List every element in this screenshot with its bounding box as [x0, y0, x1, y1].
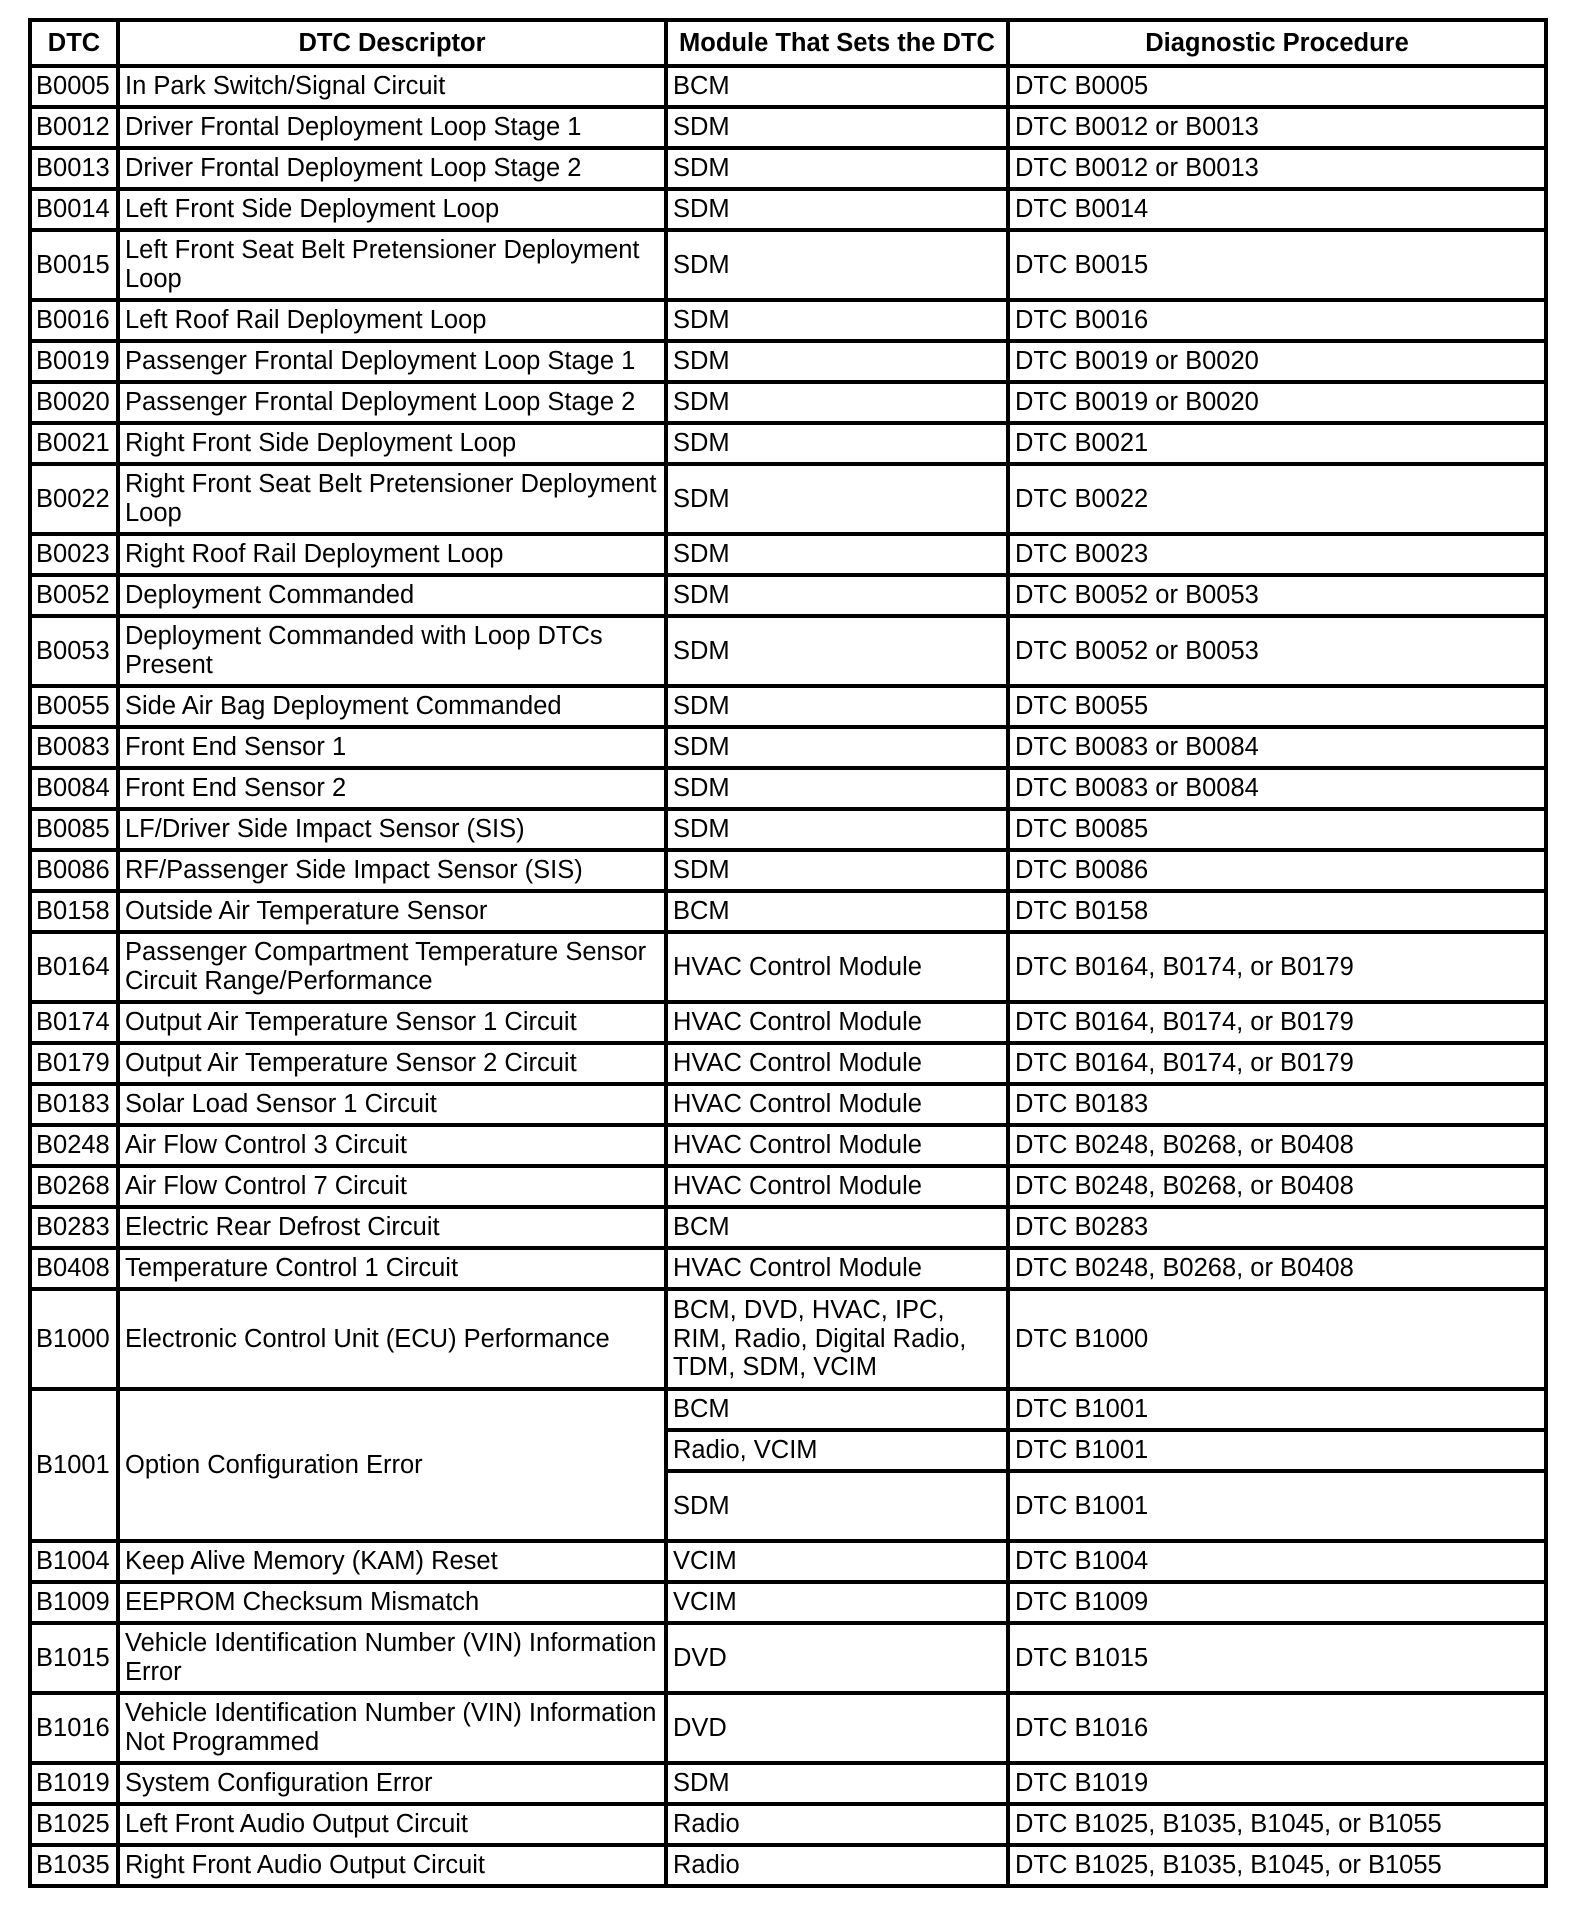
dtc-descriptor: Front End Sensor 2 — [118, 768, 666, 809]
table-row — [30, 686, 1546, 727]
diagnostic-procedure: DTC B0052 or B0053 — [1008, 616, 1546, 686]
module-name: VCIM — [666, 1541, 1008, 1582]
dtc-code: B1004 — [30, 1541, 118, 1582]
dtc-table-container — [28, 18, 1544, 1888]
diagnostic-procedure: DTC B0083 or B0084 — [1008, 727, 1546, 768]
header-module: Module That Sets the DTC — [666, 20, 1008, 66]
dtc-descriptor: EEPROM Checksum Mismatch — [118, 1582, 666, 1623]
dtc-descriptor: Front End Sensor 1 — [118, 727, 666, 768]
diagnostic-procedure: DTC B1025, B1035, B1045, or B1055 — [1008, 1804, 1546, 1845]
dtc-code: B0012 — [30, 107, 118, 148]
dtc-descriptor: Electronic Control Unit (ECU) Performance — [118, 1289, 666, 1389]
module-name: VCIM — [666, 1582, 1008, 1623]
module-name: SDM — [666, 341, 1008, 382]
diagnostic-procedure: DTC B0183 — [1008, 1084, 1546, 1125]
diagnostic-procedure: DTC B1019 — [1008, 1763, 1546, 1804]
table-row — [30, 148, 1546, 189]
module-name: SDM — [666, 300, 1008, 341]
diagnostic-procedure: DTC B0014 — [1008, 189, 1546, 230]
diagnostic-procedure: DTC B0164, B0174, or B0179 — [1008, 932, 1546, 1002]
dtc-descriptor: Right Front Side Deployment Loop — [118, 423, 666, 464]
diagnostic-procedure: DTC B0083 or B0084 — [1008, 768, 1546, 809]
diagnostic-procedure: DTC B0005 — [1008, 66, 1546, 107]
table-row — [30, 1125, 1546, 1166]
dtc-descriptor: Driver Frontal Deployment Loop Stage 1 — [118, 107, 666, 148]
dtc-descriptor: Output Air Temperature Sensor 2 Circuit — [118, 1043, 666, 1084]
diagnostic-procedure: DTC B0015 — [1008, 230, 1546, 300]
dtc-code: B0023 — [30, 534, 118, 575]
table-row — [30, 768, 1546, 809]
module-name: BCM — [666, 66, 1008, 107]
diagnostic-procedure: DTC B1016 — [1008, 1693, 1546, 1763]
dtc-code: B1025 — [30, 1804, 118, 1845]
diagnostic-procedure: DTC B0023 — [1008, 534, 1546, 575]
module-name: HVAC Control Module — [666, 1166, 1008, 1207]
dtc-code: B0086 — [30, 850, 118, 891]
module-name: HVAC Control Module — [666, 932, 1008, 1002]
table-row — [30, 1693, 1546, 1763]
module-name: SDM — [666, 382, 1008, 423]
module-name: SDM — [666, 464, 1008, 534]
header-descriptor: DTC Descriptor — [118, 20, 666, 66]
diagnostic-procedure: DTC B0164, B0174, or B0179 — [1008, 1043, 1546, 1084]
dtc-descriptor: Side Air Bag Deployment Commanded — [118, 686, 666, 727]
module-name: BCM — [666, 1389, 1008, 1430]
table-row — [30, 727, 1546, 768]
table-row — [30, 1763, 1546, 1804]
module-name: SDM — [666, 686, 1008, 727]
table-row — [30, 575, 1546, 616]
dtc-descriptor: Left Front Side Deployment Loop — [118, 189, 666, 230]
dtc-code: B0283 — [30, 1207, 118, 1248]
dtc-code: B0158 — [30, 891, 118, 932]
module-name: SDM — [666, 850, 1008, 891]
dtc-code: B0183 — [30, 1084, 118, 1125]
dtc-code: B1001 — [30, 1389, 118, 1541]
dtc-code: B0164 — [30, 932, 118, 1002]
table-row — [30, 1207, 1546, 1248]
module-name: BCM, DVD, HVAC, IPC, RIM, Radio, Digital Radio, TDM, SDM, VCIM — [666, 1289, 1008, 1389]
table-row — [30, 1389, 1546, 1430]
module-name: SDM — [666, 1763, 1008, 1804]
dtc-descriptor: Left Roof Rail Deployment Loop — [118, 300, 666, 341]
dtc-code: B0015 — [30, 230, 118, 300]
module-name: HVAC Control Module — [666, 1002, 1008, 1043]
dtc-descriptor: Deployment Commanded with Loop DTCs Present — [118, 616, 666, 686]
table-body — [30, 66, 1546, 1886]
table-row — [30, 1043, 1546, 1084]
dtc-descriptor: Left Front Seat Belt Pretensioner Deployment Loop — [118, 230, 666, 300]
diagnostic-procedure: DTC B1009 — [1008, 1582, 1546, 1623]
table-row — [30, 1845, 1546, 1886]
diagnostic-procedure: DTC B0012 or B0013 — [1008, 107, 1546, 148]
dtc-descriptor: Temperature Control 1 Circuit — [118, 1248, 666, 1289]
dtc-code: B0055 — [30, 686, 118, 727]
module-name: Radio — [666, 1804, 1008, 1845]
dtc-descriptor: Driver Frontal Deployment Loop Stage 2 — [118, 148, 666, 189]
dtc-code: B0084 — [30, 768, 118, 809]
diagnostic-procedure: DTC B0085 — [1008, 809, 1546, 850]
dtc-descriptor: Passenger Frontal Deployment Loop Stage 2 — [118, 382, 666, 423]
table-header-row — [30, 20, 1546, 66]
dtc-code: B0020 — [30, 382, 118, 423]
module-name: SDM — [666, 616, 1008, 686]
dtc-code: B1035 — [30, 1845, 118, 1886]
dtc-code: B0248 — [30, 1125, 118, 1166]
table-row — [30, 189, 1546, 230]
dtc-code: B0268 — [30, 1166, 118, 1207]
dtc-table — [28, 18, 1548, 1888]
dtc-descriptor: Deployment Commanded — [118, 575, 666, 616]
table-row — [30, 107, 1546, 148]
dtc-descriptor: Solar Load Sensor 1 Circuit — [118, 1084, 666, 1125]
table-row — [30, 300, 1546, 341]
table-row — [30, 1002, 1546, 1043]
dtc-code: B1009 — [30, 1582, 118, 1623]
diagnostic-procedure: DTC B0086 — [1008, 850, 1546, 891]
dtc-descriptor: System Configuration Error — [118, 1763, 666, 1804]
dtc-descriptor: Left Front Audio Output Circuit — [118, 1804, 666, 1845]
module-name: SDM — [666, 534, 1008, 575]
module-name: SDM — [666, 423, 1008, 464]
table-row — [30, 1289, 1546, 1389]
table-row — [30, 230, 1546, 300]
dtc-code: B0085 — [30, 809, 118, 850]
dtc-code: B0019 — [30, 341, 118, 382]
module-name: SDM — [666, 148, 1008, 189]
diagnostic-procedure: DTC B1025, B1035, B1045, or B1055 — [1008, 1845, 1546, 1886]
table-row — [30, 464, 1546, 534]
diagnostic-procedure: DTC B1004 — [1008, 1541, 1546, 1582]
dtc-descriptor: Vehicle Identification Number (VIN) Information Error — [118, 1623, 666, 1693]
module-name: BCM — [666, 891, 1008, 932]
module-name: BCM — [666, 1207, 1008, 1248]
dtc-descriptor: Passenger Frontal Deployment Loop Stage 1 — [118, 341, 666, 382]
table-row — [30, 1166, 1546, 1207]
dtc-code: B0174 — [30, 1002, 118, 1043]
table-row — [30, 891, 1546, 932]
table-row — [30, 1541, 1546, 1582]
table-row — [30, 382, 1546, 423]
module-name: HVAC Control Module — [666, 1043, 1008, 1084]
module-name: SDM — [666, 1471, 1008, 1541]
dtc-code: B0053 — [30, 616, 118, 686]
table-row — [30, 1804, 1546, 1845]
module-name: SDM — [666, 727, 1008, 768]
dtc-code: B1016 — [30, 1693, 118, 1763]
module-name: SDM — [666, 189, 1008, 230]
diagnostic-procedure: DTC B0055 — [1008, 686, 1546, 727]
dtc-code: B0083 — [30, 727, 118, 768]
header-procedure: Diagnostic Procedure — [1008, 20, 1546, 66]
dtc-descriptor: Right Roof Rail Deployment Loop — [118, 534, 666, 575]
dtc-descriptor: LF/Driver Side Impact Sensor (SIS) — [118, 809, 666, 850]
table-row — [30, 423, 1546, 464]
table-row — [30, 1084, 1546, 1125]
dtc-code: B0014 — [30, 189, 118, 230]
dtc-code: B0179 — [30, 1043, 118, 1084]
table-row — [30, 534, 1546, 575]
dtc-descriptor: Outside Air Temperature Sensor — [118, 891, 666, 932]
table-row — [30, 616, 1546, 686]
diagnostic-procedure: DTC B0283 — [1008, 1207, 1546, 1248]
module-name: SDM — [666, 230, 1008, 300]
dtc-code: B0021 — [30, 423, 118, 464]
diagnostic-procedure: DTC B1015 — [1008, 1623, 1546, 1693]
diagnostic-procedure: DTC B0248, B0268, or B0408 — [1008, 1248, 1546, 1289]
table-row — [30, 850, 1546, 891]
module-name: SDM — [666, 575, 1008, 616]
dtc-descriptor: Vehicle Identification Number (VIN) Information Not Programmed — [118, 1693, 666, 1763]
diagnostic-procedure: DTC B0021 — [1008, 423, 1546, 464]
table-row — [30, 1248, 1546, 1289]
dtc-code: B0013 — [30, 148, 118, 189]
dtc-code: B1015 — [30, 1623, 118, 1693]
diagnostic-procedure: DTC B0052 or B0053 — [1008, 575, 1546, 616]
diagnostic-procedure: DTC B0019 or B0020 — [1008, 382, 1546, 423]
module-name: Radio, VCIM — [666, 1430, 1008, 1471]
diagnostic-procedure: DTC B0019 or B0020 — [1008, 341, 1546, 382]
dtc-descriptor: In Park Switch/Signal Circuit — [118, 66, 666, 107]
dtc-descriptor: Air Flow Control 3 Circuit — [118, 1125, 666, 1166]
diagnostic-procedure: DTC B0022 — [1008, 464, 1546, 534]
table-row — [30, 341, 1546, 382]
dtc-descriptor: Right Front Audio Output Circuit — [118, 1845, 666, 1886]
dtc-descriptor: Output Air Temperature Sensor 1 Circuit — [118, 1002, 666, 1043]
diagnostic-procedure: DTC B1001 — [1008, 1471, 1546, 1541]
dtc-code: B0022 — [30, 464, 118, 534]
dtc-code: B0052 — [30, 575, 118, 616]
diagnostic-procedure: DTC B0248, B0268, or B0408 — [1008, 1125, 1546, 1166]
module-name: SDM — [666, 768, 1008, 809]
module-name: HVAC Control Module — [666, 1084, 1008, 1125]
module-name: HVAC Control Module — [666, 1125, 1008, 1166]
diagnostic-procedure: DTC B0248, B0268, or B0408 — [1008, 1166, 1546, 1207]
dtc-descriptor: RF/Passenger Side Impact Sensor (SIS) — [118, 850, 666, 891]
diagnostic-procedure: DTC B1001 — [1008, 1430, 1546, 1471]
diagnostic-procedure: DTC B0016 — [1008, 300, 1546, 341]
module-name: DVD — [666, 1693, 1008, 1763]
dtc-descriptor: Passenger Compartment Temperature Sensor Circuit Range/Performance — [118, 932, 666, 1002]
dtc-descriptor: Electric Rear Defrost Circuit — [118, 1207, 666, 1248]
diagnostic-procedure: DTC B0164, B0174, or B0179 — [1008, 1002, 1546, 1043]
diagnostic-procedure: DTC B1001 — [1008, 1389, 1546, 1430]
dtc-code: B1019 — [30, 1763, 118, 1804]
module-name: DVD — [666, 1623, 1008, 1693]
table-row — [30, 1623, 1546, 1693]
header-dtc: DTC — [30, 20, 118, 66]
dtc-code: B0408 — [30, 1248, 118, 1289]
dtc-descriptor: Option Configuration Error — [118, 1389, 666, 1541]
module-name: Radio — [666, 1845, 1008, 1886]
table-row — [30, 1582, 1546, 1623]
table-row — [30, 932, 1546, 1002]
diagnostic-procedure: DTC B0158 — [1008, 891, 1546, 932]
table-row — [30, 809, 1546, 850]
module-name: SDM — [666, 809, 1008, 850]
diagnostic-procedure: DTC B0012 or B0013 — [1008, 148, 1546, 189]
dtc-code: B0005 — [30, 66, 118, 107]
dtc-descriptor: Right Front Seat Belt Pretensioner Deployment Loop — [118, 464, 666, 534]
module-name: HVAC Control Module — [666, 1248, 1008, 1289]
module-name: SDM — [666, 107, 1008, 148]
dtc-code: B0016 — [30, 300, 118, 341]
table-row — [30, 66, 1546, 107]
dtc-descriptor: Keep Alive Memory (KAM) Reset — [118, 1541, 666, 1582]
dtc-descriptor: Air Flow Control 7 Circuit — [118, 1166, 666, 1207]
diagnostic-procedure: DTC B1000 — [1008, 1289, 1546, 1389]
dtc-code: B1000 — [30, 1289, 118, 1389]
